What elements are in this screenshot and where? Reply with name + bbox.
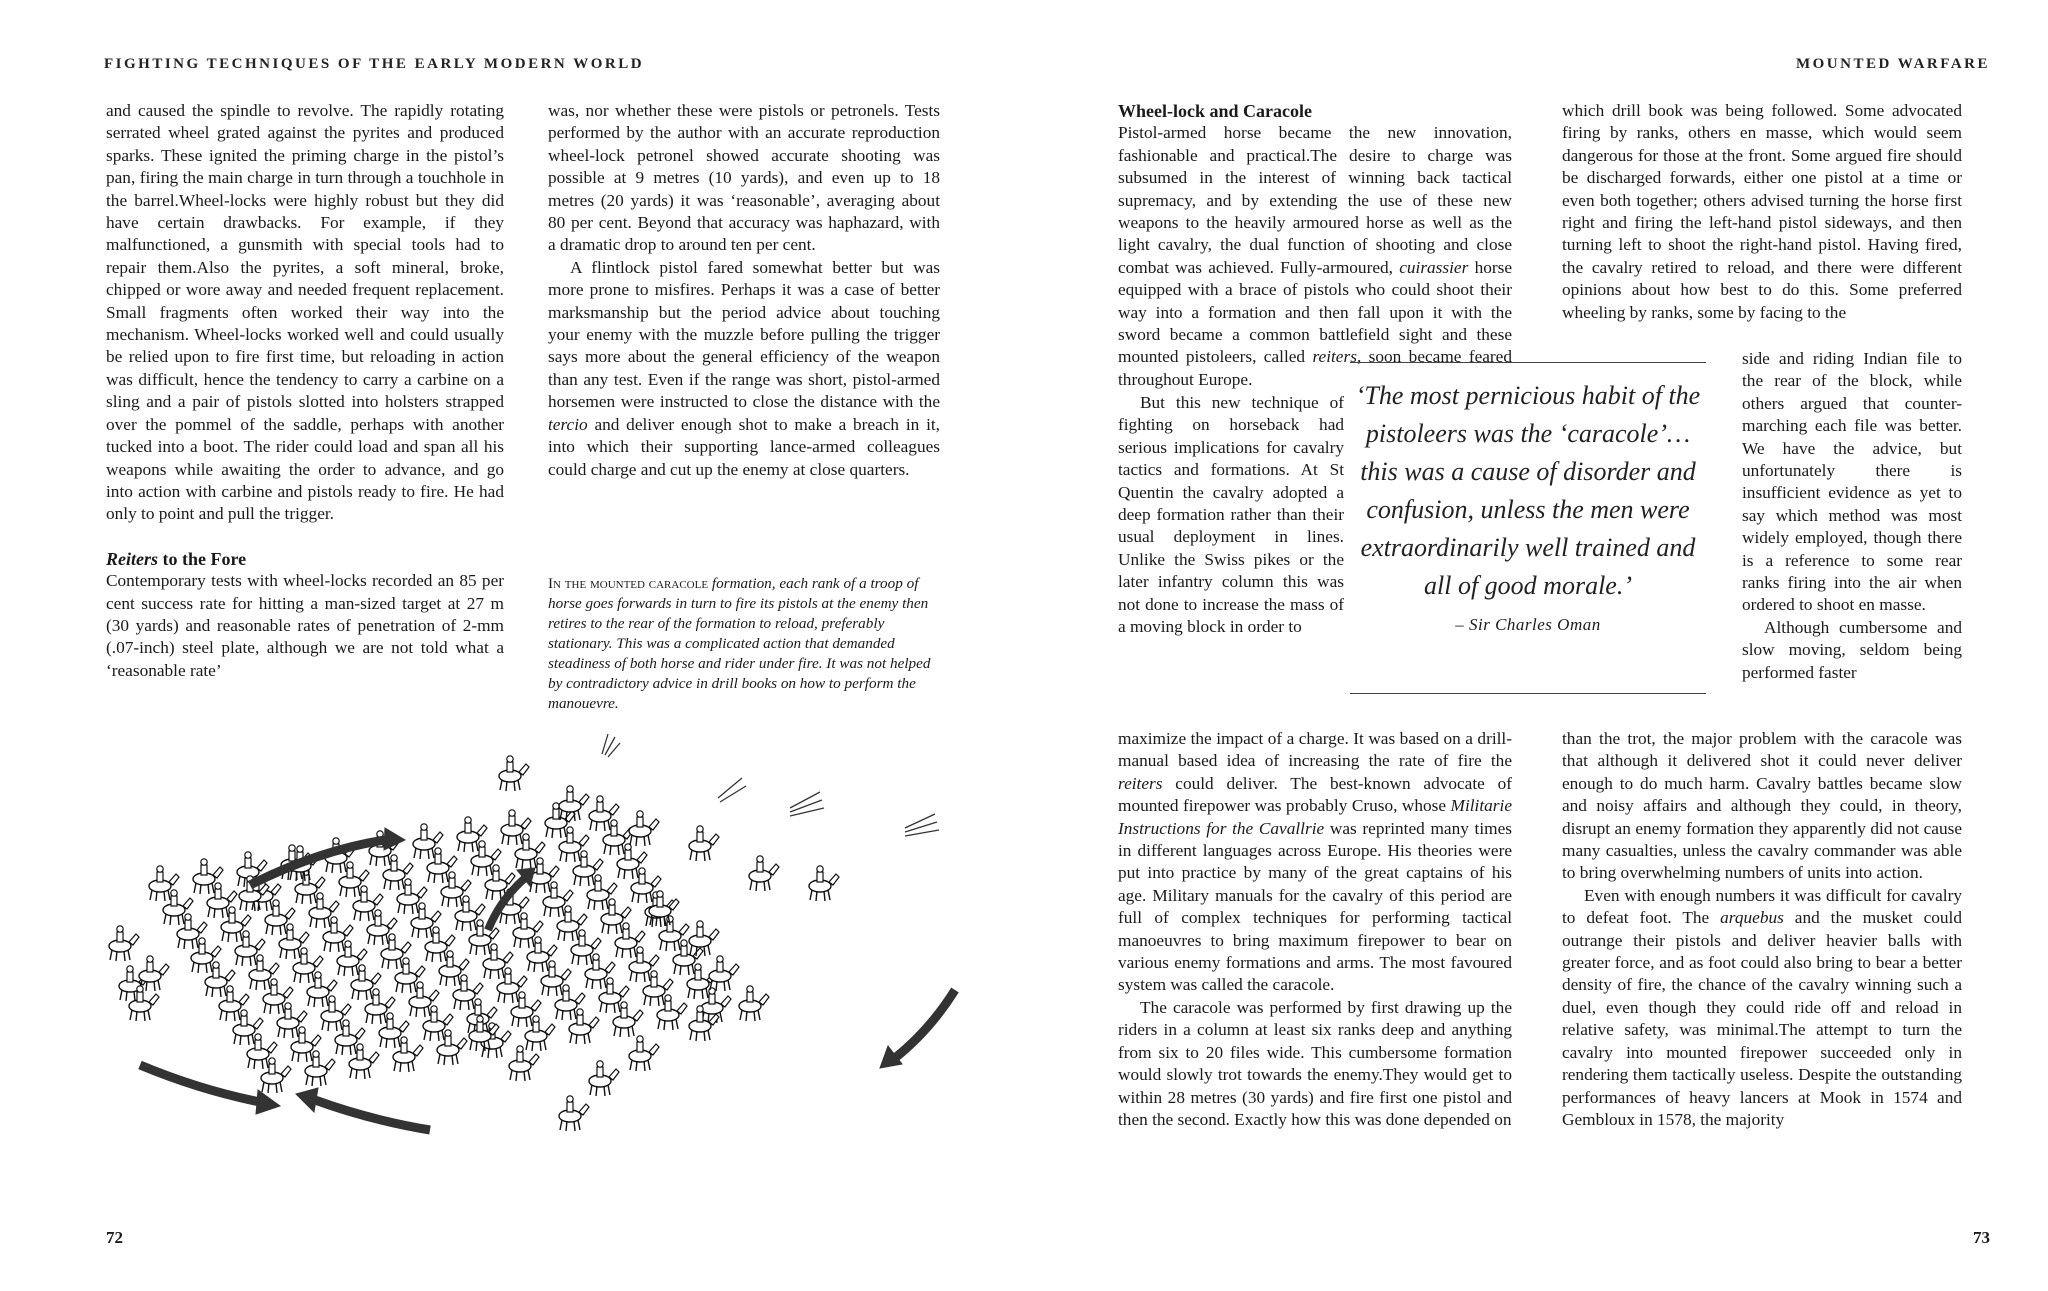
horseman-figure [589,1061,619,1096]
horseman-figure [139,956,169,991]
horseman-figure [525,1016,555,1051]
right-column-1 [1118,100,1512,391]
horseman-figure [657,995,687,1030]
horseman-figure [709,956,739,991]
caracole-illustration [100,730,970,1170]
page-number-left: 72 [106,1228,123,1247]
horseman-figure [305,1051,335,1086]
right-column-1-narrow [1118,392,1344,638]
left-column-1 [106,100,504,682]
paragraph: Even with enough numbers it was difficult for cavalry to defeat foot. The arquebus and the musket could outrange their pistols and deliver heavier balls with greater force, and as foot could also bring to bear a better density of fire, the chance of the cavalry winning such a duel, even though they could ride off and reload in relative safety, was minimal.The attempt to turn the cavalry into mounted firepower succeeded only in rendering them tactically useless. Despite the outstanding performances of heavy lancers at Mook in 1574 and Gembloux in 1578, the majority [1562,885,1962,1129]
muzzle-flashes [602,734,939,836]
horseman-figure [689,826,719,861]
horseman-figure [349,1044,379,1079]
paragraph: than the trot, the major problem with the caracole was that although it delivered shot it could never deliver enough to do much harm. Cavalry battles became slow and noisy affairs and although they could, in theory, disrupt an enemy formation they apparently did not cause many casualties, unless the cavalry commander was able to bring overwhelming numbers of units into action. [1562,729,1962,883]
section-heading-reiters: Reiters to the Fore [106,548,247,569]
horseman-figure [499,756,529,791]
horseman-figure [689,921,719,956]
horseman-figure [629,1036,659,1071]
horseman-figure [559,786,589,821]
section-heading-wheel-lock: Wheel-lock and Caracole [1118,101,1312,121]
running-head-left: FIGHTING TECHNIQUES OF THE EARLY MODERN WORLD [104,56,645,72]
horseman-figure [393,1037,423,1072]
pull-quote-text: ‘The most pernicious habit of the pistoleers was the ‘caracole’…this was a cause of disorder and confusion, unless the men were extraordinarily well trained and all of good morale.’ [1355,381,1701,600]
paragraph: But this new technique of fighting on horseback had serious implications for cavalry tactics and formations. At St Quentin the cavalry adopted a deep formation rather than their usual deployment in lines. Unlike the Swiss pikes or the later infantry column this was not done to increase the mass of a moving block in order to [1118,393,1344,637]
right-column-1-lower [1118,728,1512,1131]
paragraph: The caracole was performed by first drawing up the riders in a column at least six ranks deep and anything from six to 20 files wide. This cumbersome formation would slowly trot towards the enemy.They would get to within 28 metres (30 yards) and fire first one pistol and then the second. Exactly how this was done depended on [1118,997,1512,1129]
paragraph: and caused the spindle to revolve. The rapidly rotating serrated wheel grated against the pyrites and produced sparks. These ignited the priming charge in the pistol’s pan, firing the main charge in turn through a touchhole in the barrel.Wheel-locks were highly robust but they did have certain drawbacks. For example, if they malfunctioned, a gunsmith with special tools had to repair them.Also the pyrites, a soft mineral, broke, chipped or wore away and needed frequent replacement. Small fragments often worked their way into the mechanism. Wheel-locks worked well and could usually be relied upon to fire first time, but reloading in action was difficult, hence the tendency to carry a carbine on a sling and a pair of pistols slotted into holsters strapped over the pommel of the saddle, perhaps with another tucked into a boot. The rider could load and span all his weapons while awaiting the order to advance, and go into action with carbine and pistols ready to fire. He had only to point and pull the trigger. [106,101,504,524]
page-number-right: 73 [1973,1228,1990,1247]
horseman-figure [569,1009,599,1044]
paragraph: side and riding Indian file to the rear of the block, while others argued that counter-marching each file was better. We have the advice, but unfortunately there is insufficient evidence as yet to say which method was most widely employed, though there is a reference to some rear ranks firing into the air when ordered to shoot en masse. [1742,349,1962,615]
horseman-figure [629,811,659,846]
horseman-figure [809,866,839,901]
paragraph: was, nor whether these were pistols or petronels. Tests performed by the author with an accurate reproduction wheel-lock petronel showed accurate shooting was possible at 9 metres (10 yards), and even up to 18 metres (20 yards) it was ‘reasonable’, averaging about 80 per cent. Beyond that accuracy was haphazard, with a dramatic drop to around ten per cent. [548,101,940,255]
horseman-figure [509,1046,539,1081]
running-head-right: MOUNTED WARFARE [1795,56,1990,72]
horseman-figure [109,926,139,961]
paragraph: Although cumbersome and slow moving, seldom being performed faster [1742,617,1962,682]
paragraph: Pistol-armed horse became the new innovation, fashionable and practical.The desire to charge was subsumed in the interest of winning back tactical supremacy, and by extending the use of these new weapons to the heavily armoured horse as well as the light cavalry, the dual function of shooting and close combat was achieved. Fully-armoured, cuirassier horse equipped with a brace of pistols who could shoot their way into a formation and then fall upon it with the sword became a common battlefield sight and these mounted pistoleers, called reiters, soon became feared throughout Europe. [1118,123,1512,389]
pull-quote-attribution: – Sir Charles Oman [1455,615,1601,634]
paragraph: A flintlock pistol fared somewhat better but was more prone to misfires. Perhaps it was a case of better marksmanship but the period advice about touching your enemy with the muzzle before pulling the trigger says more about the general efficiency of the weapon than any test. Even if the range was short, pistol-armed horsemen were instructed to close the distance with the tercio and deliver enough shot to make a breach in it, into which their supporting lance-armed colleagues could charge and cut up the enemy at close quarters. [548,257,940,479]
right-column-2-narrow [1742,348,1962,684]
figure-caption: In the mounted caracole formation, each rank of a troop of horse goes forwards in turn to fire its pistols at the enemy then retires to the rear of the formation to reload, preferably stationary. This was a complicated action that demanded steadiness of both horse and rider under fire. It was not helped by contradictory advice in drill books on how to perform the manouevre. [548,575,931,712]
paragraph: Contemporary tests with wheel-locks recorded an 85 per cent success rate for hitting a man-sized target at 27 m (30 yards) and reasonable rates of penetration of 2-mm (.07-inch) steel plate, although we are not told what a ‘reasonable rate’ [106,571,504,680]
horseman-figure [261,1058,291,1093]
pull-quote [1350,362,1706,694]
horseman-figure [613,1002,643,1037]
paragraph: maximize the impact of a charge. It was based on a drill-manual based idea of increasing the rate of fire the reiters could deliver. The best-known advocate of mounted firepower was probably Cruso, whose Militarie Instructions for the Cavallrie was reprinted many times in different languages across Europe. His theories were put into practice by many of the great captains of his age. Military manuals for the cavalry of this period are full of complex techniques for performing tactical manoeuvres to bring maximum firepower to bear on various enemy formations and arms. The most favoured system was called the caracole. [1118,729,1512,995]
horseman-figure [559,1096,589,1131]
left-column-2 [548,100,940,481]
paragraph: which drill book was being followed. Some advocated firing by ranks, others en masse, which would seem dangerous for those at the front. Some argued fire should be discharged forwards, either one pistol at a time or even both together; others advised turning the horse first right and firing the left-hand pistol sideways, and then turning left to shoot the right-hand pistol. Having fired, the cavalry retired to reload, and there were different opinions about how best to do this. Some preferred wheeling by ranks, some by facing to the [1562,101,1962,322]
horseman-figure [739,986,769,1021]
right-column-2-lower [1562,728,1962,1131]
mounted-formation [109,756,839,1131]
horseman-figure [749,856,779,891]
horseman-figure [437,1030,467,1065]
right-column-2 [1562,100,1962,324]
